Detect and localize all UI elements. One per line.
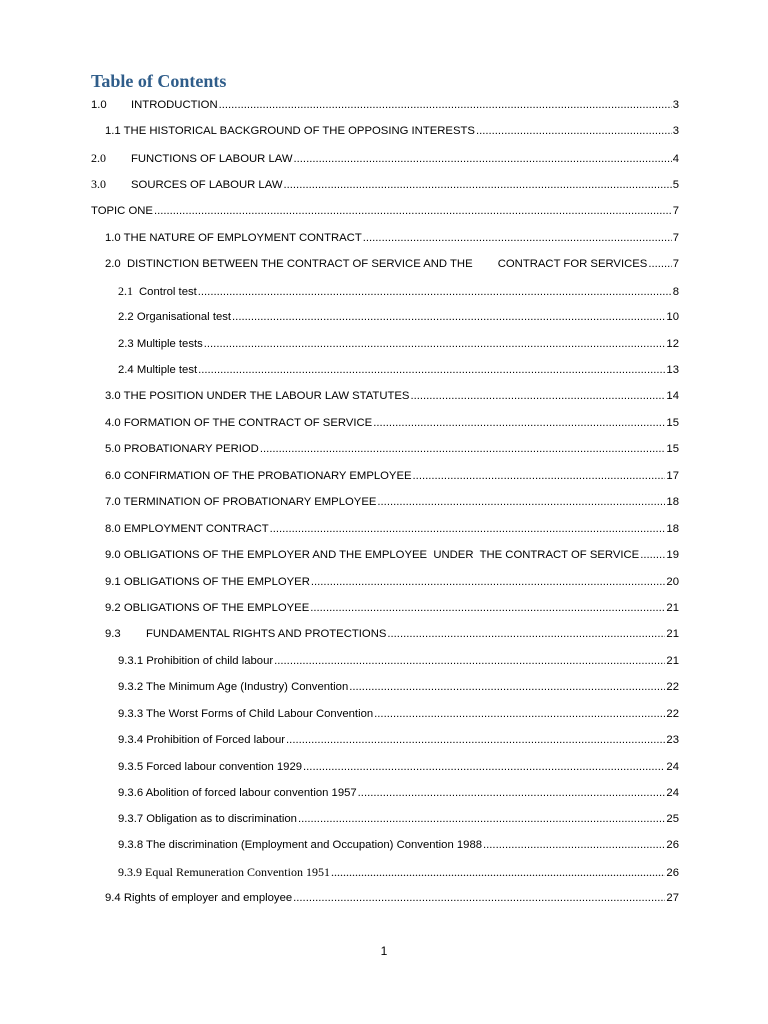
- dot-leader: [648, 257, 671, 271]
- toc-entry-page: 26: [666, 839, 679, 851]
- dot-leader: [640, 548, 665, 562]
- toc-entry-text: 5.0 PROBATIONARY PERIOD: [105, 443, 259, 455]
- toc-entry[interactable]: [105, 601, 679, 615]
- dot-leader: [387, 627, 665, 641]
- toc-entry[interactable]: [118, 310, 679, 324]
- toc-entry[interactable]: [105, 231, 679, 245]
- toc-entry-number: 3.0: [91, 177, 106, 191]
- toc-entry-page: 21: [666, 655, 679, 667]
- toc-entry[interactable]: [118, 337, 679, 351]
- toc-entry-page: 10: [666, 311, 679, 323]
- toc-entry[interactable]: [105, 469, 679, 483]
- dot-leader: [483, 838, 665, 852]
- toc-entry-text: 9.3.2 The Minimum Age (Industry) Convention: [118, 681, 349, 693]
- toc-entry-text: 6.0 CONFIRMATION OF THE PROBATIONARY EMPLOYEE: [105, 470, 412, 482]
- toc-entry[interactable]: [118, 707, 679, 721]
- toc-entry-page: 21: [666, 628, 679, 640]
- toc-entry-page: 27: [666, 892, 679, 904]
- toc-entry[interactable]: [105, 257, 679, 271]
- toc-entry-text: 7.0 TERMINATION OF PROBATIONARY EMPLOYEE: [105, 496, 377, 508]
- toc-entry-text: 2.3 Multiple tests: [118, 338, 203, 350]
- dot-leader: [310, 601, 665, 615]
- toc-entry-text: 8.0 EMPLOYMENT CONTRACT: [105, 523, 269, 535]
- toc-entry-text: SOURCES OF LABOUR LAW: [131, 179, 283, 191]
- toc-entry-page: 24: [666, 761, 679, 773]
- toc-entry-text: FUNDAMENTAL RIGHTS AND PROTECTIONS: [146, 628, 387, 640]
- toc-entry[interactable]: [105, 416, 679, 430]
- toc-entry-page: 15: [666, 443, 679, 455]
- toc-entry-page: 17: [666, 470, 679, 482]
- dot-leader: [373, 416, 665, 430]
- dot-leader: [274, 654, 665, 668]
- toc-entry[interactable]: [118, 865, 679, 880]
- dot-leader: [204, 337, 666, 351]
- toc-entry-page: 22: [666, 681, 679, 693]
- toc-entry-text: 1.1 THE HISTORICAL BACKGROUND OF THE OPPOSING INTERESTS: [105, 125, 475, 137]
- toc-entry-page: 23: [666, 734, 679, 746]
- toc-entry-page: 5: [672, 179, 679, 191]
- toc-entry-page: 20: [666, 576, 679, 588]
- toc-entry[interactable]: [91, 151, 679, 166]
- toc-entry-text: 9.1 OBLIGATIONS OF THE EMPLOYER: [105, 576, 310, 588]
- toc-entry-page: 7: [672, 205, 679, 217]
- dot-leader: [374, 707, 665, 721]
- dot-leader: [413, 469, 666, 483]
- toc-entry-text: 1.0 THE NATURE OF EMPLOYMENT CONTRACT: [105, 232, 362, 244]
- dot-leader: [298, 812, 665, 826]
- toc-entry-text: Control test: [139, 286, 197, 298]
- toc-entry[interactable]: [118, 680, 679, 694]
- dot-leader: [284, 178, 672, 192]
- dot-leader: [410, 389, 665, 403]
- toc-entry[interactable]: [118, 786, 679, 800]
- toc-entry-text: 9.4 Rights of employer and employee: [105, 892, 293, 904]
- dot-leader: [232, 310, 665, 324]
- toc-entry[interactable]: [105, 389, 679, 403]
- toc-entry[interactable]: [118, 363, 679, 377]
- toc-entry-number: 9.3: [105, 628, 121, 640]
- dot-leader: [198, 363, 665, 377]
- dot-leader: [476, 124, 672, 138]
- dot-leader: [349, 680, 665, 694]
- toc-entry-number: 1.0: [91, 99, 107, 111]
- toc-entry-page: 25: [666, 813, 679, 825]
- toc-entry[interactable]: [118, 760, 679, 774]
- toc-entry-text: 9.3.8 The discrimination (Employment and Occupation) Convention 1988: [118, 839, 483, 851]
- toc-entry[interactable]: [105, 548, 679, 562]
- toc-entry[interactable]: [118, 812, 679, 826]
- toc-entry-text: 9.2 OBLIGATIONS OF THE EMPLOYEE: [105, 602, 310, 614]
- toc-entry-text: 9.3.5 Forced labour convention 1929: [118, 761, 303, 773]
- toc-entry[interactable]: [105, 124, 679, 138]
- toc-entry-text: 9.0 OBLIGATIONS OF THE EMPLOYER AND THE EMPLOYEE UNDER THE CONTRACT OF SERVICE: [105, 549, 640, 561]
- toc-entry-page: 21: [666, 602, 679, 614]
- toc-entry-text: 9.3.3 The Worst Forms of Child Labour Convention: [118, 708, 374, 720]
- toc-entry-page: 26: [666, 867, 679, 879]
- dot-leader: [294, 152, 672, 166]
- toc-entry-text: 9.3.4 Prohibition of Forced labour: [118, 734, 286, 746]
- toc-entry-page: 3: [672, 99, 679, 111]
- toc-entry[interactable]: [105, 627, 679, 641]
- dot-leader: [198, 285, 672, 299]
- toc-entry[interactable]: [118, 733, 679, 747]
- dot-leader: [311, 575, 666, 589]
- toc-entry-page: 19: [666, 549, 679, 561]
- toc-entry-page: 8: [672, 286, 679, 298]
- toc-title: Table of Contents: [91, 71, 227, 91]
- toc-entry-page: 7: [672, 232, 679, 244]
- toc-entry-page: 14: [666, 390, 679, 402]
- dot-leader: [377, 495, 665, 509]
- toc-entry-page: 24: [666, 787, 679, 799]
- toc-entry[interactable]: [91, 177, 679, 192]
- toc-entry-text: 4.0 FORMATION OF THE CONTRACT OF SERVICE: [105, 417, 373, 429]
- toc-entry-text: TOPIC ONE: [91, 205, 153, 217]
- toc-entry[interactable]: [118, 284, 679, 299]
- toc-entry-text: 3.0 THE POSITION UNDER THE LABOUR LAW STATUTES: [105, 390, 410, 402]
- toc-entry-text: 2.0 DISTINCTION BETWEEN THE CONTRACT OF SERVICE AND THE CONTRACT FOR SERVICES: [105, 258, 648, 270]
- dot-leader: [260, 442, 666, 456]
- toc-entry[interactable]: [105, 575, 679, 589]
- dot-leader: [358, 786, 666, 800]
- toc-entry[interactable]: [105, 522, 679, 536]
- toc-entry-text: 2.2 Organisational test: [118, 311, 232, 323]
- toc-entry-page: 4: [672, 153, 679, 165]
- toc-entry-page: 12: [666, 338, 679, 350]
- toc-entry-page: 3: [672, 125, 679, 137]
- toc-entry-text: 2.4 Multiple test: [118, 364, 198, 376]
- toc-entry-number: 2.1: [118, 284, 133, 298]
- toc-entry-text: 9.3.1 Prohibition of child labour: [118, 655, 274, 667]
- dot-leader: [303, 760, 665, 774]
- toc-entry[interactable]: [91, 98, 679, 112]
- page-number: 1: [380, 944, 388, 958]
- dot-leader: [331, 865, 665, 879]
- dot-leader: [363, 231, 672, 245]
- toc-entry[interactable]: [105, 495, 679, 509]
- toc-entry-number: 2.0: [91, 151, 106, 165]
- dot-leader: [293, 891, 665, 905]
- dot-leader: [154, 204, 672, 218]
- toc-entry-text: 9.3.9 Equal Remuneration Convention 1951: [118, 865, 330, 879]
- toc-entry-text: 9.3.7 Obligation as to discrimination: [118, 813, 297, 825]
- dot-leader: [219, 98, 672, 112]
- toc-entry-page: 18: [666, 523, 679, 535]
- toc-entry-page: 15: [666, 417, 679, 429]
- toc-entry[interactable]: [118, 654, 679, 668]
- toc-entry-page: 13: [666, 364, 679, 376]
- toc-entry-page: 7: [672, 258, 679, 270]
- toc-entry[interactable]: [91, 204, 679, 218]
- dot-leader: [270, 522, 666, 536]
- toc-entry-page: 22: [666, 708, 679, 720]
- toc-entry[interactable]: [118, 838, 679, 852]
- toc-entry-text: INTRODUCTION: [131, 99, 218, 111]
- dot-leader: [286, 733, 665, 747]
- toc-entry[interactable]: [105, 442, 679, 456]
- toc-entry-text: 9.3.6 Abolition of forced labour convention 1957: [118, 787, 357, 799]
- toc-entry[interactable]: [105, 891, 679, 905]
- toc-entry-page: 18: [666, 496, 679, 508]
- toc-entry-text: FUNCTIONS OF LABOUR LAW: [131, 153, 293, 165]
